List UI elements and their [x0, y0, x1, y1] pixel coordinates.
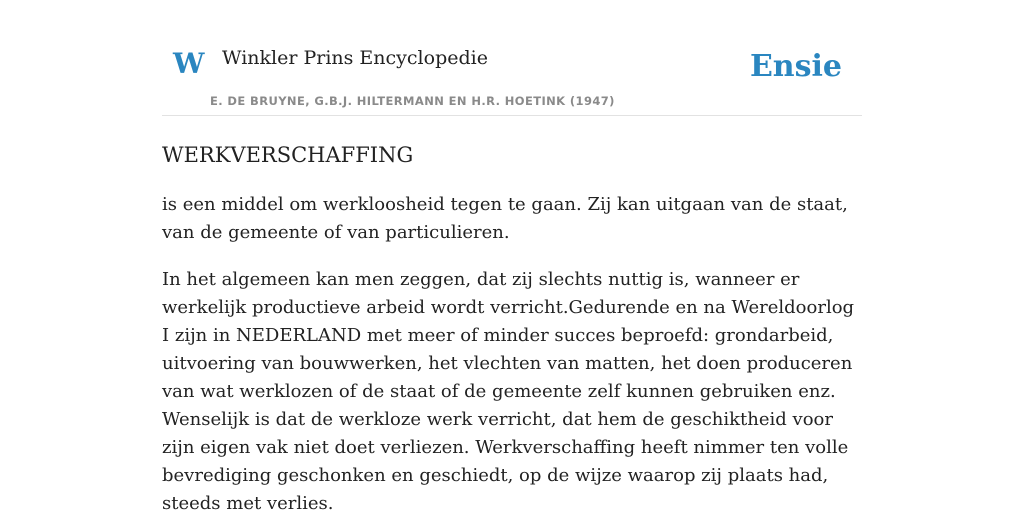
entry-paragraph: In het algemeen kan men zeggen, dat zij slechts nuttig is, wanneer er werkelijk productieve arbeid wordt verricht.Gedurende en na Wereldoorlog I zijn in NEDERLAND met meer of minder succes beproefd: grondarbeid, uitvoering van bouwwerken, het vlechten van matten, het doen produceren van wat werklozen of de staat of de gemeente zelf kunnen gebruiken enz. Wenselijk is dat de werkloze werk verricht, dat hem de geschiktheid voor zijn eigen vak niet doet verliezen. Werkverschaffing heeft nimmer ten volle bevrediging geschonken en geschiedt, op de wijze waarop zij plaats had, steeds met verlies. — [162, 269, 855, 514]
source-header — [162, 0, 862, 116]
page — [162, 0, 862, 518]
winkler-prins-logo[interactable]: W — [173, 47, 205, 80]
source-authors: E. DE BRUYNE, G.B.J. HILTERMANN EN H.R. HOETINK (1947) — [210, 94, 615, 108]
ensie-logo[interactable]: Ensie — [749, 49, 842, 84]
source-title[interactable]: Winkler Prins Encyclopedie — [222, 47, 488, 69]
entry-title: WERKVERSCHAFFING — [162, 143, 414, 167]
entry-body — [162, 191, 862, 518]
entry-paragraph: is een middel om werkloosheid tegen te gaan. Zij kan uitgaan van de staat, van de gemeente of van particulieren. — [162, 194, 848, 243]
